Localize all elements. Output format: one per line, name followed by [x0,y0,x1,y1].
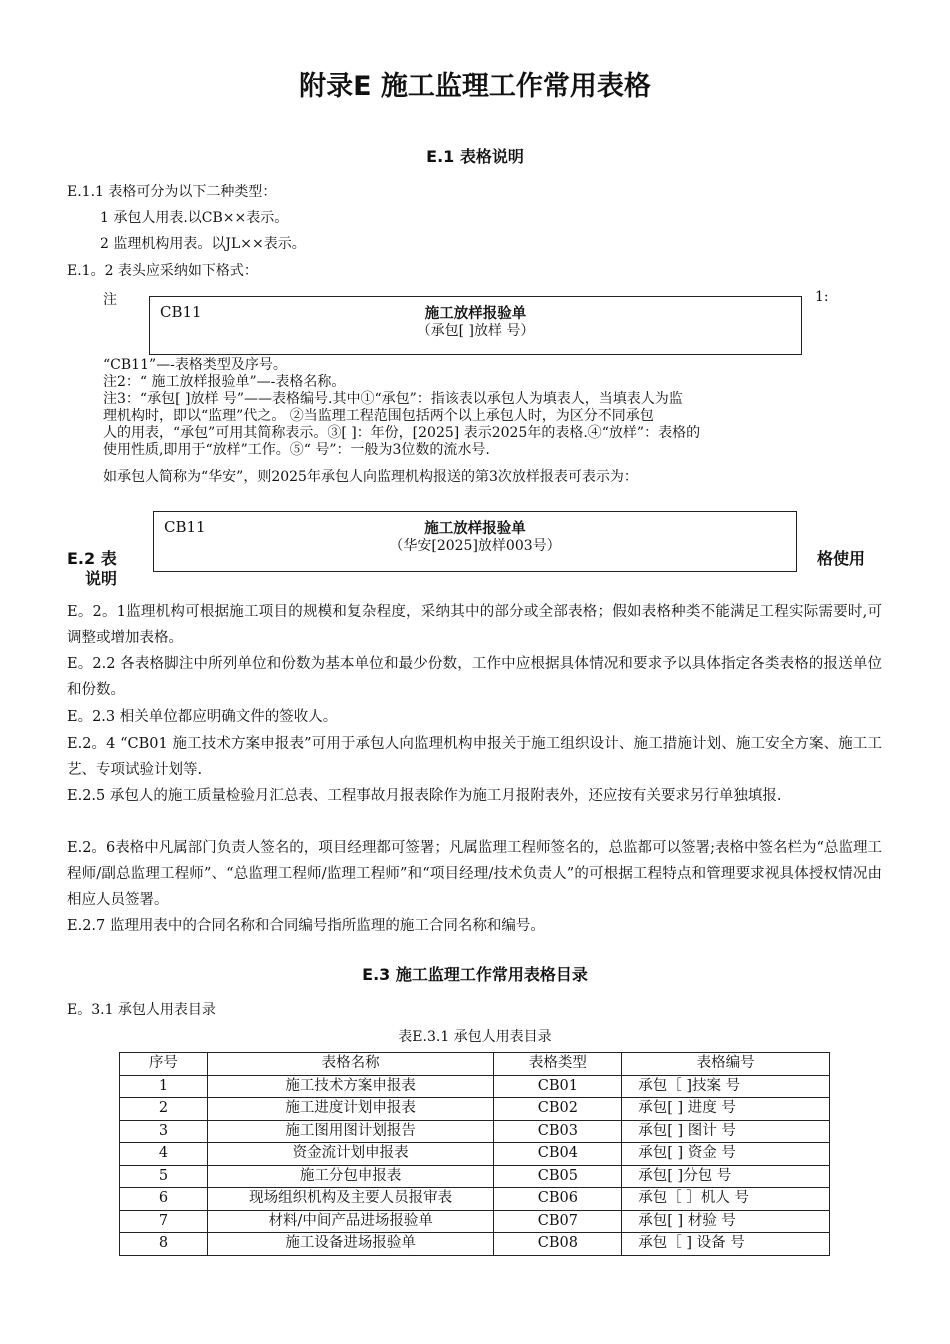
form-number: （承包[ ]放样 号） [416,323,535,339]
clause-e111-item2: 2 监理机构用表。以JL××表示。 [100,236,306,252]
cell-seq: 3 [120,1120,208,1143]
example-form-code: CB11 [164,518,206,536]
section-e2-heading-left: E.2 表 [67,549,117,568]
section-e3-heading: E.3 施工监理工作常用表格目录 [362,965,588,984]
note-2: 注2：“ 施工放样报验单”—-表格名称。 [103,374,346,390]
clause-e111-item1: 1 承包人用表.以CB××表示。 [100,210,289,226]
table-row [120,1098,830,1121]
cell-type: CB03 [494,1120,622,1143]
table-row [120,1075,830,1098]
note-3-line1: 注3：“承包[ ]放样 号”——表格编号.其中①“承包”：指该表以承包人为填表人，当填表人为监 [103,391,683,407]
cell-seq: 6 [120,1188,208,1211]
cell-name: 材料/中间产品进场报验单 [207,1210,494,1233]
cell-name: 资金流计划申报表 [207,1143,494,1166]
table-row [120,1143,830,1166]
table-row [120,1233,830,1256]
example-form-number: （华安[2025]放样003号） [389,538,561,554]
clause-e224: E.2。4 “CB01 施工技术方案申报表”可用于承包人向监理机构申报关于施工组织设计、施工措施计划、施工安全方案、施工工艺、专项试验计划等. [67,736,882,778]
clause-e225: E.2.5 承包人的施工质量检验月汇总表、工程事故月报表除作为施工月报附表外，还应按有关要求另行单独填报. [67,788,782,804]
clause-e111: E.1.1 表格可分为以下二种类型： [67,184,277,200]
contractor-forms-table [119,1052,830,1256]
note-label-left: 注 [103,292,117,308]
table-row [120,1188,830,1211]
cell-seq: 7 [120,1210,208,1233]
header-seq: 序号 [120,1053,208,1076]
header-number: 表格编号 [622,1053,830,1076]
table-row [120,1120,830,1143]
cell-name: 现场组织机构及主要人员报审表 [207,1188,494,1211]
clause-e223: E。2.3 相关单位都应明确文件的签收人。 [67,709,338,725]
cell-name: 施工技术方案申报表 [207,1075,494,1098]
cell-number: 承包［ ] 设备 号 [622,1233,830,1256]
example-format-box [153,511,797,572]
cell-number: 承包［ ]技案 号 [622,1075,830,1098]
cell-seq: 8 [120,1233,208,1256]
cell-number: 承包[ ] 资金 号 [622,1143,830,1166]
cell-number: 承包[ ] 材验 号 [622,1210,830,1233]
form-name: 施工放样报验单 [424,306,527,322]
cell-number: 承包[ ]分包 号 [622,1165,830,1188]
cell-type: CB02 [494,1098,622,1121]
clause-e226: E.2。6表格中凡属部门负责人签名的，项目经理都可签署；凡属监理工程师签名的，总监都可以签署;表格中签名栏为“总监理工程师/副总监理工程师”、“总监理工程师/监理工程师”和“项目经理/技术负责人”的可根据工程特点和管理要求视具体授权情况由相应人员签署。 [67,840,882,908]
note-3-line3: 人的用表，“承包”可用其简称表示。③[ ]：年份，[2025] 表示2025年的表格.④“放样”：表格的 [103,425,701,441]
header-type: 表格类型 [494,1053,622,1076]
cell-type: CB08 [494,1233,622,1256]
form-code: CB11 [160,303,202,321]
header-format-box [149,296,802,355]
clause-e331: E。3.1 承包人用表目录 [67,1002,216,1018]
note-3-line4: 使用性质,即用于“放样”工作。⑤“ 号”：一般为3位数的流水号. [103,442,490,458]
cell-seq: 5 [120,1165,208,1188]
section-e2-heading-right: 格使用 [817,549,866,568]
cell-name: 施工分包申报表 [207,1165,494,1188]
cell-name: 施工图用图计划报告 [207,1120,494,1143]
cell-number: 承包[ ] 进度 号 [622,1098,830,1121]
note-3-line2: 理机构时，即以“监理”代之。 ②当监理工程范围包括两个以上承包人时，为区分不同承包 [103,408,654,424]
section-e1-heading: E.1 表格说明 [426,147,524,166]
cell-type: CB07 [494,1210,622,1233]
cell-seq: 2 [120,1098,208,1121]
table-row [120,1210,830,1233]
table-header-row [120,1053,830,1076]
cell-name: 施工设备进场报验单 [207,1233,494,1256]
cell-number: 承包［ ］机人 号 [622,1188,830,1211]
cell-type: CB06 [494,1188,622,1211]
clause-e112: E.1。2 表头应采纳如下格式： [67,263,258,279]
note-label-right: 1: [815,289,829,305]
table-caption: 表E.3.1 承包人用表目录 [398,1029,552,1045]
cell-seq: 4 [120,1143,208,1166]
example-form-name: 施工放样报验单 [424,521,526,537]
table-row [120,1165,830,1188]
cell-seq: 1 [120,1075,208,1098]
clause-e222: E。2.2 各表格脚注中所列单位和份数为基本单位和最少份数，工作中应根据具体情况和要求予以具体指定各类表格的报送单位和份数。 [67,656,882,698]
note-1: “CB11”—-表格类型及序号。 [103,357,287,373]
clause-e221: E。2。1监理机构可根据施工项目的规模和复杂程度，采纳其中的部分或全部表格；假如表格种类不能满足工程实际需要时,可调整或增加表格。 [67,604,882,646]
cell-name: 施工进度计划申报表 [207,1098,494,1121]
cell-type: CB01 [494,1075,622,1098]
clause-e227: E.2.7 监理用表中的合同名称和合同编号指所监理的施工合同名称和编号。 [67,918,545,934]
header-name: 表格名称 [207,1053,494,1076]
cell-number: 承包[ ] 图计 号 [622,1120,830,1143]
cell-type: CB04 [494,1143,622,1166]
page-title: 附录E 施工监理工作常用表格 [299,71,651,102]
cell-type: CB05 [494,1165,622,1188]
section-e2-heading-bottom: 说明 [85,569,118,588]
example-text: 如承包人简称为“华安”，则2025年承包人向监理机构报送的第3次放样报表可表示为： [103,469,638,485]
